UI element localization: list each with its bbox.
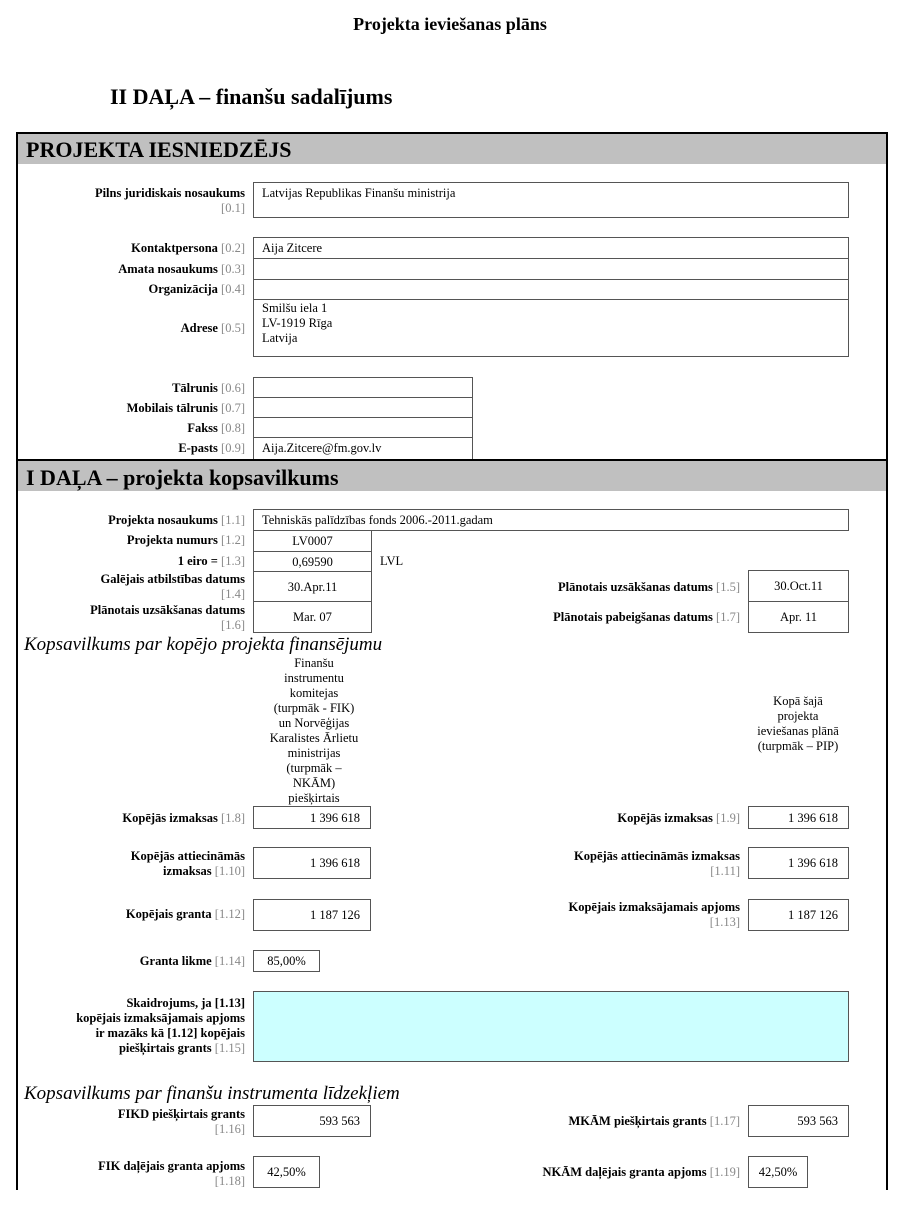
contact-person-field[interactable]: Aija Zitcere bbox=[253, 237, 849, 259]
field-label-nkam-share: NKĀM daļējais granta apjoms [1.19] bbox=[542, 1165, 740, 1179]
phone-field[interactable] bbox=[253, 377, 473, 398]
field-label-total-grant: Kopējais granta [1.12] bbox=[125, 907, 245, 921]
address-field[interactable] bbox=[253, 299, 849, 357]
column-header-fik-nkam: Finanšu instrumentu komitejas (turpmāk - FIK) un Norvēģijas Karalistes Ārlietu ministrijas (turpmāk – NKĀM) piešķirtais bbox=[269, 656, 359, 805]
field-label-project-name: Projekta nosaukums [1.1] bbox=[108, 513, 245, 527]
column-header-pip-total: Kopā šajā projekta ieviešanas plānā (turpmāk – PIP) bbox=[757, 694, 839, 753]
mkam-grant-field[interactable]: 593 563 bbox=[748, 1105, 849, 1137]
fikd-grant-field[interactable]: 593 563 bbox=[253, 1105, 371, 1137]
address-line-3: Latvija bbox=[262, 331, 298, 345]
financing-summary-heading: Kopsavilkums par kopējo projekta finansējumu bbox=[24, 634, 383, 655]
planned-start-date-1-6-field[interactable]: Mar. 07 bbox=[253, 601, 372, 633]
email-field[interactable]: Aija.Zitcere@fm.gov.lv bbox=[253, 437, 473, 459]
field-label-planned-end-date: Plānotais pabeigšanas datums [1.7] bbox=[553, 610, 740, 624]
eligible-costs-1-11-field[interactable]: 1 396 618 bbox=[748, 847, 849, 879]
field-label-legal-name: Pilns juridiskais nosaukums [0.1] bbox=[94, 186, 245, 215]
section-heading-summary: I DAĻA – projekta kopsavilkums bbox=[18, 459, 886, 491]
job-title-field[interactable] bbox=[253, 258, 849, 280]
field-label-exchange-rate: 1 eiro = [1.3] bbox=[177, 554, 245, 568]
total-payable-field[interactable]: 1 187 126 bbox=[748, 899, 849, 931]
planned-start-date-1-5-field[interactable]: 30.Oct.11 bbox=[748, 570, 849, 602]
total-costs-1-9-field[interactable]: 1 396 618 bbox=[748, 806, 849, 829]
part-title: II DAĻA – finanšu sadalījums bbox=[110, 84, 393, 109]
total-costs-1-8-field[interactable]: 1 396 618 bbox=[253, 806, 371, 829]
field-label-project-number: Projekta numurs [1.2] bbox=[126, 533, 245, 547]
field-label-grant-rate: Granta likme [1.14] bbox=[139, 954, 245, 968]
eligible-costs-1-10-field[interactable]: 1 396 618 bbox=[253, 847, 371, 879]
currency-label: LVL bbox=[380, 554, 404, 568]
organization-field[interactable] bbox=[253, 279, 849, 300]
nkam-share-field[interactable]: 42,50% bbox=[748, 1156, 808, 1188]
field-label-fikd-grant: FIKD piešķirtais grants [1.16] bbox=[117, 1107, 245, 1136]
address-line-1: Smilšu iela 1 bbox=[262, 301, 328, 315]
field-label-final-eligibility-date: Galējais atbilstības datums [1.4] bbox=[100, 572, 245, 601]
exchange-rate-field[interactable]: 0,69590 bbox=[253, 551, 372, 572]
field-label-email: E-pasts [0.9] bbox=[178, 441, 245, 455]
planned-end-date-field[interactable]: Apr. 11 bbox=[748, 601, 849, 633]
section-heading-applicant: PROJEKTA IESNIEDZĒJS bbox=[18, 134, 886, 164]
field-label-total-costs-1-9: Kopējās izmaksas [1.9] bbox=[617, 811, 740, 825]
total-grant-field[interactable]: 1 187 126 bbox=[253, 899, 371, 931]
final-eligibility-date-field[interactable]: 30.Apr.11 bbox=[253, 571, 372, 602]
fik-share-field[interactable]: 42,50% bbox=[253, 1156, 320, 1188]
field-label-fax: Fakss [0.8] bbox=[187, 421, 245, 435]
field-label-fik-share: FIK daļējais granta apjoms [1.18] bbox=[98, 1159, 245, 1188]
field-label-planned-start-date-1-6: Plānotais uzsākšanas datums [1.6] bbox=[90, 603, 245, 632]
explanation-field[interactable] bbox=[253, 991, 849, 1062]
field-label-organization: Organizācija [0.4] bbox=[148, 282, 245, 296]
document-title: Projekta ieviešanas plāns bbox=[353, 14, 547, 34]
field-label-job-title: Amata nosaukums [0.3] bbox=[118, 262, 245, 276]
grant-rate-field[interactable]: 85,00% bbox=[253, 950, 320, 972]
field-label-address: Adrese [0.5] bbox=[180, 321, 245, 335]
address-line-2: LV-1919 Rīga bbox=[262, 316, 333, 330]
field-label-planned-start-date-1-5: Plānotais uzsākšanas datums [1.5] bbox=[558, 580, 740, 594]
field-label-total-payable: Kopējais izmaksājamais apjoms [1.13] bbox=[568, 900, 740, 929]
field-label-contact-person: Kontaktpersona [0.2] bbox=[131, 241, 245, 255]
field-label-phone: Tālrunis [0.6] bbox=[172, 381, 245, 395]
legal-name-field[interactable]: Latvijas Republikas Finanšu ministrija bbox=[253, 182, 849, 218]
field-label-eligible-costs-1-10: Kopējās attiecināmās izmaksas [1.10] bbox=[130, 849, 245, 878]
field-label-mkam-grant: MKĀM piešķirtais grants [1.17] bbox=[568, 1114, 740, 1128]
project-number-field[interactable]: LV0007 bbox=[253, 530, 372, 552]
field-label-explanation: Skaidrojums, ja [1.13] kopējais izmaksājamais apjoms ir mazāks kā [1.12] kopējais piešķirtais grants [1.15] bbox=[76, 996, 245, 1055]
field-label-total-costs-1-8: Kopējās izmaksas [1.8] bbox=[122, 811, 245, 825]
field-label-mobile-phone: Mobilais tālrunis [0.7] bbox=[126, 401, 245, 415]
mobile-phone-field[interactable] bbox=[253, 397, 473, 418]
project-name-field[interactable]: Tehniskās palīdzības fonds 2006.-2011.gadam bbox=[253, 509, 849, 531]
instrument-summary-heading: Kopsavilkums par finanšu instrumenta līdzekļiem bbox=[24, 1083, 400, 1104]
field-label-eligible-costs-1-11: Kopējās attiecināmās izmaksas [1.11] bbox=[574, 849, 740, 878]
fax-field[interactable] bbox=[253, 417, 473, 438]
